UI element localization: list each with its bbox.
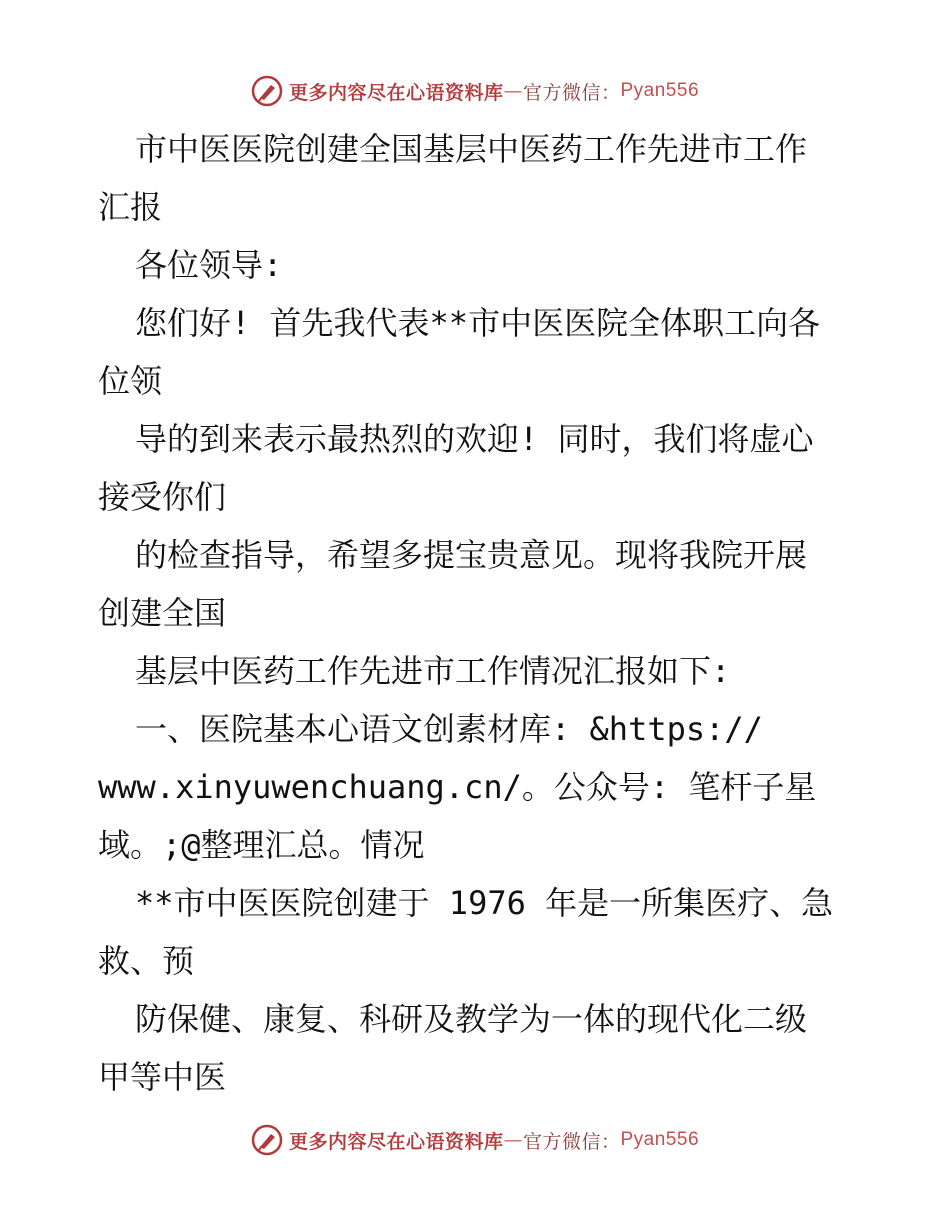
paragraph-line: 甲等中医 <box>98 1058 227 1096</box>
watermark-separator: — <box>503 1129 523 1151</box>
watermark-separator: — <box>503 80 523 102</box>
paragraph-line: 位领 <box>98 362 163 400</box>
watermark-wechat-id: Pyan556 <box>620 1129 700 1150</box>
paragraph-line: 域。;@整理汇总。情况 <box>98 826 425 864</box>
paragraph-line: 救、预 <box>98 942 195 980</box>
document-body <box>98 120 858 1106</box>
title-line-1: 市中医医院创建全国基层中医药工作先进市工作 <box>135 130 808 168</box>
watermark-main-text: 更多内容尽在心语资料库 <box>288 81 504 104</box>
paragraph-line: 防保健、康复、科研及教学为一体的现代化二级 <box>135 1000 808 1038</box>
title-line-2: 汇报 <box>98 188 163 226</box>
watermark-header <box>0 71 950 111</box>
watermark-footer <box>0 1120 950 1160</box>
quill-logo-icon <box>251 1124 283 1156</box>
paragraph-line: **市中医医院创建于 1976 年是一所集医疗、急 <box>135 884 834 922</box>
watermark-wechat-id: Pyan556 <box>620 80 700 101</box>
paragraph-line: 接受你们 <box>98 478 227 516</box>
paragraph-line: www.xinyuwenchuang.cn/。公众号: 笔杆子星 <box>98 768 817 806</box>
paragraph-line: 创建全国 <box>98 594 227 632</box>
paragraph-line: 的检查指导，希望多提宝贵意见。现将我院开展 <box>135 536 808 574</box>
section-heading: 一、医院基本心语文创素材库: &https:// <box>135 710 763 748</box>
paragraph-line: 导的到来表示最热烈的欢迎! 同时，我们将虚心 <box>135 420 814 458</box>
watermark-main-text: 更多内容尽在心语资料库 <box>288 1130 504 1153</box>
paragraph-line: 您们好! 首先我代表**市中医医院全体职工向各 <box>135 304 821 342</box>
salutation: 各位领导: <box>135 246 283 284</box>
watermark-official-label: 官方微信： <box>522 1130 621 1153</box>
watermark-official-label: 官方微信： <box>522 81 621 104</box>
paragraph-line: 基层中医药工作先进市工作情况汇报如下: <box>135 652 731 690</box>
quill-logo-icon <box>251 75 283 107</box>
